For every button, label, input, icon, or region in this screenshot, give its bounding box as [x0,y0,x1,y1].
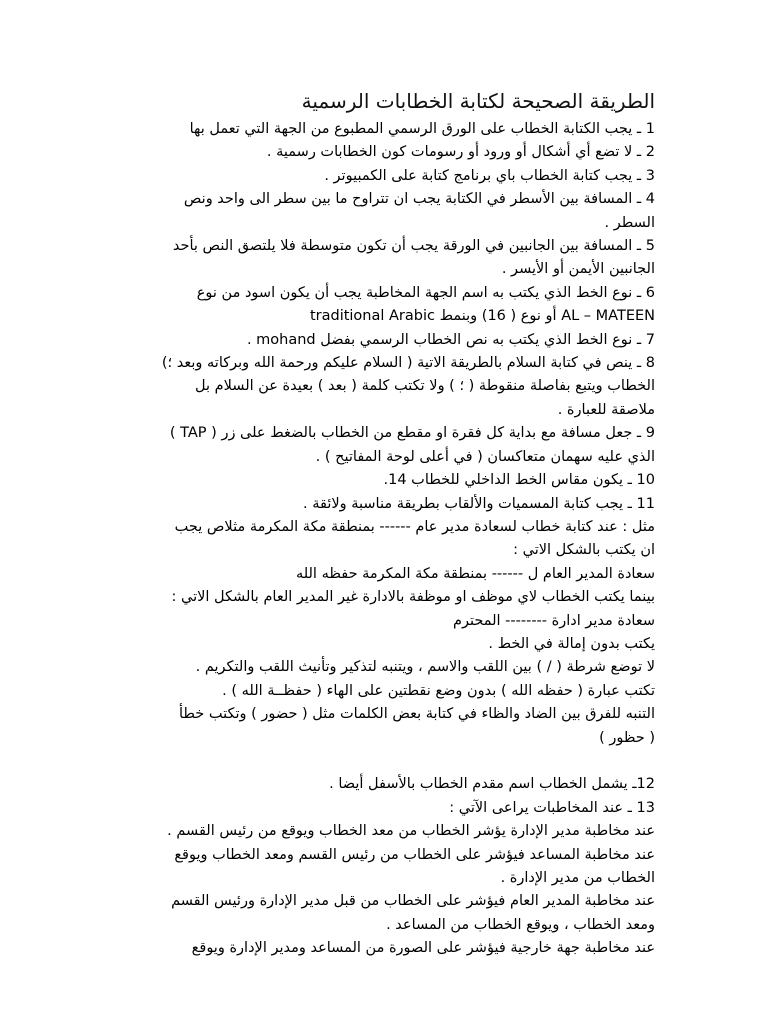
document-line: الجانبين الأيمن أو الأيسر . [501,261,655,278]
document-line: 6 ـ نوع الخط الذي يكتب به اسم الجهة المخاطبة يجب أن يكون اسود من نوع [196,284,655,301]
document-line: 4 ـ المسافة بين الأسطر في الكتابة يجب ان تتراوح ما بين سطر الى واحد ونص [183,191,655,208]
document-body [115,118,655,961]
document-line: بينما يكتب الخطاب لاي موظف او موظفة بالادارة غير المدير العام بالشكل الاتي : [171,589,655,606]
document-line: يكتب بدون إمالة في الخط . [488,635,655,652]
document-line: لا توضع شرطة ( / ) بين اللقب والاسم ، ويتنبه لتذكير وتأنيث اللقب والتكريم . [195,659,655,676]
document-line: 11 ـ يجب كتابة المسميات والألقاب بطريقة مناسبة ولائقة . [303,495,655,512]
blank-line [115,750,655,773]
document-line: عند مخاطبة المساعد فيؤشر على الخطاب من رئيس القسم ومعد الخطاب ويوقع [174,846,655,863]
document-line: 7 ـ نوع الخط الذي يكتب به نص الخطاب الرسمي بفضل mohand . [246,331,655,348]
document-line: عند مخاطبة المدير العام فيؤشر على الخطاب من قبل مدير الإدارة ورئيس القسم [171,893,655,910]
document-line: 2 ـ لا تضع أي أشكال أو ورود أو رسومات كون الخطابات رسمية . [266,144,655,161]
document-page [115,86,655,961]
document-line: 9 ـ جعل مسافة مع بداية كل فقرة او مقطع من الخطاب بالضغط على زر ( TAP ) [169,425,655,442]
document-line: السطر . [604,214,655,231]
document-line: سعادة المدير العام ل ------ بمنطقة مكة المكرمة حفظه الله [295,565,655,582]
document-line: 10 ـ يكون مقاس الخط الداخلي للخطاب 14. [383,472,655,489]
document-line: ومعد الخطاب ، ويوقع الخطاب من المساعد . [386,916,655,933]
document-line: عند مخاطبة مدير الإدارة يؤشر الخطاب من معد الخطاب ويوقع من رئيس القسم . [167,823,655,840]
document-line: ان يكتب بالشكل الاتي : [513,542,655,559]
document-title: الطريقة الصحيحة لكتابة الخطابات الرسمية [301,89,655,113]
document-line: 12ـ يشمل الخطاب اسم مقدم الخطاب بالأسفل أيضا . [329,776,655,793]
document-line: التنبه للفرق بين الضاد والظاء في كتابة بعض الكلمات مثل ( حضور ) وتكتب خطأ [178,706,655,723]
document-line: الذي عليه سهمان متعاكسان ( في أعلى لوحة المفاتيح ) . [315,448,655,465]
document-line: 3 ـ يجب كتابة الخطاب باي برنامج كتابة على الكمبيوتر . [324,167,655,184]
document-line: مثل : عند كتابة خطاب لسعادة مدير عام ------ بمنطقة مكة المكرمة مثلاص يجب [174,518,655,535]
document-line: 5 ـ المسافة بين الجانبين في الورقة يجب أن تكون متوسطة فلا يلتصق النص بأحد [172,238,655,255]
document-line: 8 ـ ينص في كتابة السلام بالطريقة الاتية ( السلام عليكم ورحمة الله وبركاته وبعد ؛) [161,355,655,372]
document-line: ملاصقة للعبارة . [557,401,655,418]
document-line: ( حظور ) [599,729,655,746]
document-line: عند مخاطبة جهة خارجية فيؤشر على الصورة من المساعد ومدير الإدارة ويوقع [191,940,655,957]
document-line: الخطاب ويتبع بفاصلة منقوطة ( ؛ ) ولا تكتب كلمة ( بعد ) بعيدة عن السلام بل [195,378,655,395]
document-line: سعادة مدير ادارة -------- المحترم [453,612,655,629]
document-line: الخطاب من مدير الإدارة . [500,869,655,886]
document-line: 13 ـ عند المخاطبات يراعى الآتي : [449,799,655,816]
document-line: AL – MATEEN أو نوع ( 16) وبنمط traditional Arabic [309,308,655,325]
document-line: 1 ـ يجب الكتابة الخطاب على الورق الرسمي المطبوع من الجهة التي تعمل بها [189,121,655,137]
document-line: تكتب عبارة ( حفظه الله ) بدون وضع نقطتين على الهاء ( حفظــة الله ) . [222,682,655,699]
